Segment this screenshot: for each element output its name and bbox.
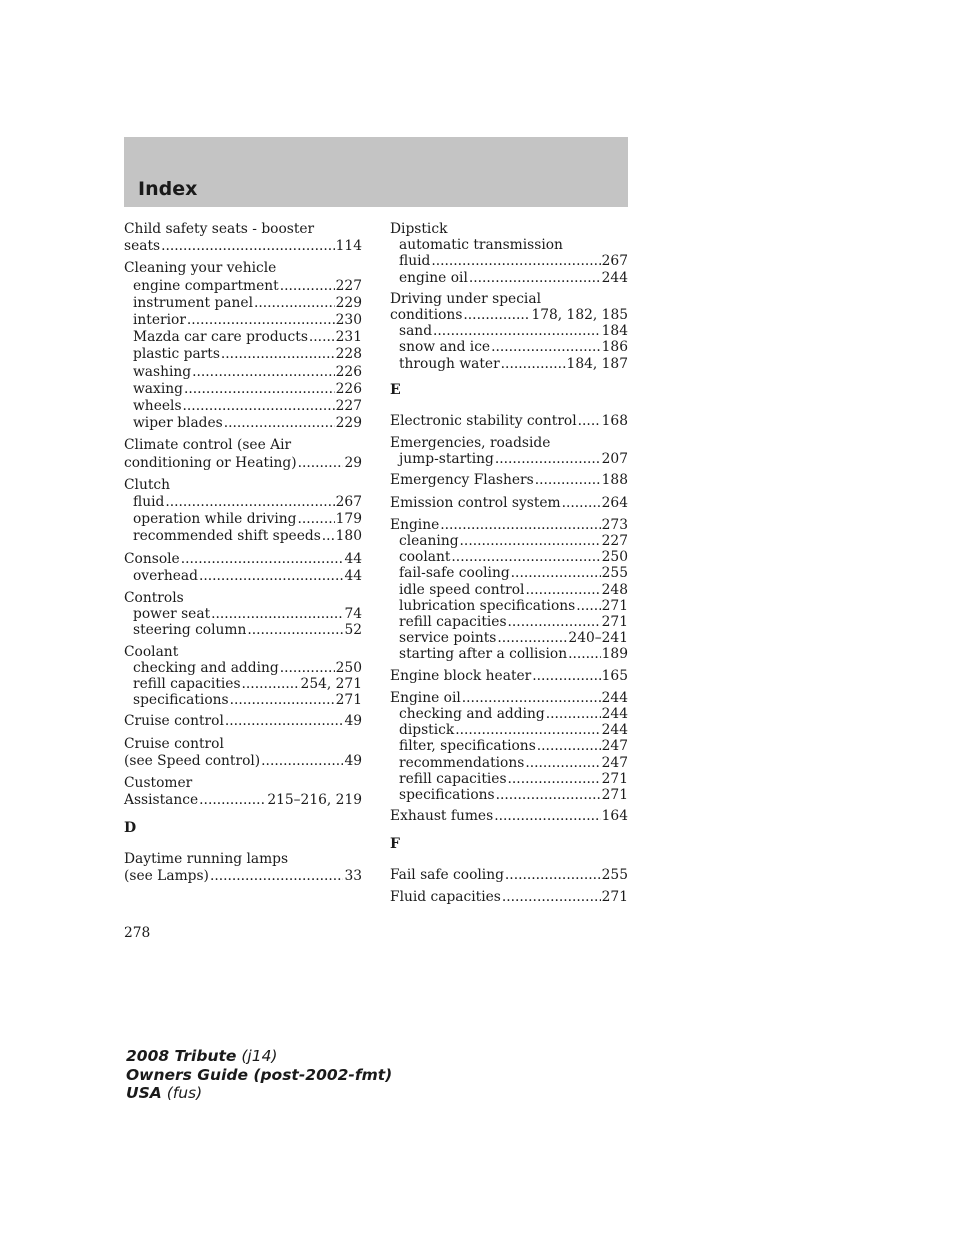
index-term: lubrication specifications <box>399 597 576 614</box>
index-entry-line <box>124 477 362 494</box>
index-term: Fluid capacities <box>390 888 501 905</box>
index-entry-line <box>124 851 362 868</box>
index-entry-line <box>124 868 362 885</box>
index-term: Cruise control <box>124 735 224 752</box>
footer-model-code: (j14) <box>241 1047 278 1065</box>
index-page-ref: 179 <box>335 511 362 528</box>
dot-leader <box>491 339 601 355</box>
index-term: snow and ice <box>399 339 491 356</box>
dot-leader <box>199 792 266 809</box>
dot-leader <box>230 692 335 708</box>
index-entry <box>124 736 362 770</box>
index-entry <box>390 472 628 489</box>
index-entry <box>390 291 628 372</box>
index-page-ref: 230 <box>335 312 362 329</box>
index-subentry-line <box>124 622 362 638</box>
index-page-ref: 215–216, 219 <box>267 792 362 809</box>
footer-guide: Owners Guide (post-2002-fmt) <box>126 1065 393 1084</box>
index-page-ref: 184 <box>601 323 628 340</box>
index-page-ref: 29 <box>344 454 362 471</box>
footer-model: 2008 Tribute <box>126 1047 237 1065</box>
index-page-ref: 165 <box>601 667 628 684</box>
index-term: Mazda car care products <box>133 329 308 346</box>
index-entry <box>390 690 628 803</box>
index-term: recommended shift speeds <box>133 528 321 545</box>
index-subentry-line <box>124 606 362 622</box>
index-term: automatic transmission <box>399 237 563 254</box>
index-entry-line <box>124 221 362 238</box>
footer-line-1 <box>126 1047 392 1066</box>
dot-leader <box>462 690 601 706</box>
index-subentry-line <box>124 364 362 381</box>
index-subentry-line <box>390 549 628 565</box>
index-term: Child safety seats - booster <box>124 221 315 237</box>
dot-leader <box>309 329 335 346</box>
dot-leader <box>578 413 601 430</box>
dot-leader <box>322 528 335 545</box>
index-subentry-line <box>390 787 628 803</box>
dot-leader <box>497 630 567 646</box>
index-entry-line <box>124 590 362 606</box>
index-column-left <box>124 221 362 890</box>
index-entry <box>124 851 362 885</box>
dot-leader <box>511 565 601 581</box>
index-entry <box>390 668 628 685</box>
index-page-ref: 271 <box>335 692 362 709</box>
index-term: Emergency Flashers <box>390 472 534 489</box>
index-entry <box>390 889 628 906</box>
index-entry-line <box>390 808 628 825</box>
dot-leader <box>546 706 601 722</box>
dot-leader <box>568 646 601 662</box>
index-page-ref: 255 <box>601 866 628 883</box>
index-subentry-line <box>390 706 628 722</box>
index-entry-line <box>124 437 362 454</box>
index-subentry-line <box>124 295 362 312</box>
dot-leader <box>532 668 600 685</box>
index-term: specifications <box>399 787 495 804</box>
index-entry <box>390 413 628 430</box>
index-entry <box>124 713 362 730</box>
index-subentry-line <box>390 253 628 269</box>
index-entry-line <box>124 792 362 809</box>
index-term: interior <box>133 312 186 329</box>
index-subentry-line <box>390 533 628 549</box>
index-entry <box>124 437 362 471</box>
index-subentry-line <box>390 356 628 372</box>
index-subentry-line <box>124 676 362 692</box>
index-page-ref: 273 <box>601 516 628 533</box>
dot-leader <box>225 713 344 730</box>
index-term: Clutch <box>124 476 171 493</box>
index-entry <box>390 808 628 825</box>
index-page-ref: 226 <box>335 380 362 397</box>
dot-leader <box>562 495 601 512</box>
dot-leader <box>455 722 600 738</box>
dot-leader <box>221 346 335 363</box>
index-entry-line <box>390 413 628 430</box>
index-column-right <box>390 221 628 911</box>
dot-leader <box>576 598 600 614</box>
index-subentry-line <box>124 494 362 511</box>
index-page-ref: 244 <box>601 269 628 286</box>
index-term: cleaning <box>399 533 459 550</box>
index-subentry-line <box>390 755 628 771</box>
index-term: instrument panel <box>133 294 253 311</box>
index-term: refill capacities <box>133 676 241 693</box>
dot-leader <box>247 622 343 638</box>
index-entry-line <box>390 889 628 906</box>
index-subentry-line <box>390 614 628 630</box>
index-entry-line <box>390 221 628 237</box>
dot-leader <box>535 472 601 489</box>
index-term: refill capacities <box>399 770 507 787</box>
index-page-ref: 271 <box>601 888 628 905</box>
index-term: Electronic stability control <box>390 412 577 429</box>
index-page-ref: 244 <box>601 706 628 723</box>
index-term: Engine oil <box>390 689 461 706</box>
index-term: Emission control system <box>390 494 561 511</box>
header-band <box>124 137 628 207</box>
index-page-ref: 250 <box>601 549 628 566</box>
index-entry <box>390 867 628 884</box>
dot-leader <box>505 867 601 884</box>
dot-leader <box>181 551 344 568</box>
index-page-ref: 247 <box>601 754 628 771</box>
index-page-ref: 49 <box>344 752 362 769</box>
index-letter-heading: E <box>390 381 401 398</box>
footer-market-code: (fus) <box>166 1084 203 1102</box>
index-page-ref: 271 <box>601 597 628 614</box>
index-subentry-line <box>390 323 628 339</box>
index-entry-line <box>124 455 362 472</box>
index-term: overhead <box>133 567 198 584</box>
index-entry <box>124 775 362 809</box>
index-term: idle speed control <box>399 581 525 598</box>
index-entry <box>124 551 362 585</box>
index-entry-line <box>124 551 362 568</box>
index-subentry-line <box>124 692 362 708</box>
index-term: Daytime running lamps <box>124 850 289 867</box>
footer-market: USA <box>126 1084 162 1102</box>
index-term: sand <box>399 323 433 340</box>
index-page-ref: 178, 182, 185 <box>531 307 628 324</box>
index-term: Dipstick <box>390 221 448 237</box>
index-page-ref: 240–241 <box>568 630 628 647</box>
index-entry-line <box>124 644 362 660</box>
index-term: Climate control (see Air <box>124 437 292 454</box>
index-term: Exhaust fumes <box>390 808 494 825</box>
dot-leader <box>298 511 335 528</box>
index-term: steering column <box>133 622 247 639</box>
index-entry-line <box>390 668 628 685</box>
index-entry-line <box>124 775 362 792</box>
index-term: specifications <box>133 692 229 709</box>
index-page-ref: 247 <box>601 738 628 755</box>
index-subentry-line <box>124 568 362 585</box>
dot-leader <box>451 549 600 565</box>
index-entry <box>124 477 362 546</box>
dot-leader <box>210 868 343 885</box>
index-page-ref: 267 <box>335 494 362 511</box>
index-entry <box>124 221 362 255</box>
index-page-ref: 227 <box>335 398 362 415</box>
index-page-ref: 189 <box>601 646 628 663</box>
index-page-ref: 180 <box>335 528 362 545</box>
footer-line-3 <box>126 1084 392 1103</box>
index-entry-line <box>390 495 628 512</box>
index-term: refill capacities <box>399 614 507 631</box>
index-page-ref: 188 <box>601 472 628 489</box>
index-subentry-line <box>390 598 628 614</box>
dot-leader <box>280 660 335 676</box>
index-subentry-line <box>124 398 362 415</box>
index-term: operation while driving <box>133 511 297 528</box>
index-term: checking and adding <box>133 659 279 676</box>
index-page-ref: 227 <box>335 277 362 294</box>
index-entry-line <box>390 517 628 533</box>
index-entry-line <box>124 238 362 255</box>
index-subentry-line <box>390 722 628 738</box>
index-entry-line <box>124 753 362 770</box>
dot-leader <box>469 270 601 286</box>
dot-leader <box>211 606 343 622</box>
index-term: waxing <box>133 380 183 397</box>
index-page-ref: 229 <box>335 294 362 311</box>
dot-leader <box>501 356 566 372</box>
dot-leader <box>494 808 600 825</box>
dot-leader <box>495 451 601 467</box>
dot-leader <box>508 614 601 630</box>
dot-leader <box>199 568 343 585</box>
dot-leader <box>431 253 600 269</box>
index-entry-line <box>390 690 628 706</box>
dot-leader <box>161 238 335 255</box>
index-page-ref: 226 <box>335 363 362 380</box>
index-subentry-line <box>390 339 628 355</box>
index-page-ref: 228 <box>335 346 362 363</box>
index-entry <box>124 590 362 639</box>
index-entry <box>390 435 628 467</box>
index-page-ref: 250 <box>335 659 362 676</box>
index-subentry-line <box>124 415 362 432</box>
index-page-ref: 44 <box>344 567 362 584</box>
index-term: Cruise control <box>124 713 224 730</box>
index-subentry-line <box>390 451 628 467</box>
dot-leader <box>525 582 600 598</box>
index-term: Console <box>124 550 180 567</box>
index-term: (see Lamps) <box>124 867 209 884</box>
dot-leader <box>242 676 300 692</box>
index-term: fail-safe cooling <box>399 565 510 582</box>
dot-leader <box>502 889 601 906</box>
page-number: 278 <box>124 925 151 941</box>
dot-leader <box>298 455 344 472</box>
index-entry-line <box>390 307 628 323</box>
index-page-ref: 184, 187 <box>566 355 628 372</box>
index-page-ref: 264 <box>601 494 628 511</box>
index-term: washing <box>133 363 192 380</box>
index-term: dipstick <box>399 722 455 739</box>
dot-leader <box>187 312 335 329</box>
index-term: engine oil <box>399 269 468 286</box>
index-term: Coolant <box>124 643 179 660</box>
index-subentry-line <box>124 528 362 545</box>
index-entry <box>124 644 362 709</box>
index-term: through water <box>399 355 500 372</box>
index-page-ref: 74 <box>344 606 362 623</box>
document-footer <box>126 1047 392 1103</box>
index-page-ref: 231 <box>335 329 362 346</box>
index-page-ref: 271 <box>601 614 628 631</box>
index-term: fluid <box>399 253 431 270</box>
index-page-ref: 49 <box>344 713 362 730</box>
index-term: starting after a collision <box>399 646 568 663</box>
index-page-ref: 168 <box>601 412 628 429</box>
index-term: plastic parts <box>133 346 220 363</box>
index-term: Fail safe cooling <box>390 866 504 883</box>
index-subentry-line <box>124 511 362 528</box>
index-entry <box>390 495 628 512</box>
index-page-ref: 186 <box>601 339 628 356</box>
index-term: Customer <box>124 775 193 792</box>
index-term: engine compartment <box>133 277 279 294</box>
index-term: Cleaning your vehicle <box>124 260 277 277</box>
index-term: jump-starting <box>399 451 494 468</box>
index-term: fluid <box>133 494 165 511</box>
index-subentry-line <box>390 565 628 581</box>
dot-leader <box>525 755 600 771</box>
index-page-ref: 207 <box>601 451 628 468</box>
index-subentry-line <box>124 329 362 346</box>
index-term: Engine block heater <box>390 667 532 684</box>
index-term: service points <box>399 630 497 647</box>
dot-leader <box>165 494 334 511</box>
index-term: Assistance <box>124 792 199 809</box>
index-term: wheels <box>133 398 182 415</box>
index-page-ref: 44 <box>344 550 362 567</box>
index-term: (see Speed control) <box>124 752 261 769</box>
index-subentry-line <box>390 738 628 754</box>
index-subentry-line <box>390 237 628 253</box>
index-term: filter, specifications <box>399 738 536 755</box>
index-letter-heading: F <box>390 835 400 852</box>
dot-leader <box>224 415 335 432</box>
index-entry <box>390 221 628 286</box>
index-entry-line <box>390 867 628 884</box>
index-term: Emergencies, roadside <box>390 435 551 452</box>
index-subentry-line <box>390 270 628 286</box>
dot-leader <box>508 771 601 787</box>
index-entry-line <box>390 291 628 307</box>
dot-leader <box>261 753 343 770</box>
dot-leader <box>496 787 601 803</box>
index-page-ref: 33 <box>344 867 362 884</box>
index-entry-line <box>124 736 362 753</box>
index-page-ref: 267 <box>601 253 628 270</box>
index-term: seats <box>124 238 161 255</box>
index-subentry-line <box>124 660 362 676</box>
index-term: power seat <box>133 606 211 623</box>
index-term: conditions <box>390 307 463 324</box>
dot-leader <box>192 364 335 381</box>
index-entry <box>390 517 628 663</box>
index-term: checking and adding <box>399 706 545 723</box>
index-subentry-line <box>390 771 628 787</box>
index-entry-line <box>124 260 362 277</box>
index-page-ref: 271 <box>601 787 628 804</box>
index-subentry-line <box>390 582 628 598</box>
index-page-ref: 248 <box>601 581 628 598</box>
dot-leader <box>433 323 601 339</box>
dot-leader <box>440 517 600 533</box>
dot-leader <box>537 738 601 754</box>
footer-line-2 <box>126 1066 392 1085</box>
index-term: Driving under special <box>390 290 541 307</box>
index-term: Engine <box>390 516 440 533</box>
index-subentry-line <box>124 381 362 398</box>
index-page-ref: 255 <box>601 565 628 582</box>
index-subentry-line <box>124 346 362 363</box>
index-subentry-line <box>390 646 628 662</box>
index-page-ref: 244 <box>601 689 628 706</box>
index-term: conditioning or Heating) <box>124 454 297 471</box>
index-entry-line <box>390 435 628 451</box>
index-page-ref: 229 <box>335 415 362 432</box>
index-page-ref: 114 <box>335 238 362 255</box>
index-term: Controls <box>124 590 184 607</box>
index-subentry-line <box>124 312 362 329</box>
index-page-ref: 254, 271 <box>300 676 362 693</box>
index-term: coolant <box>399 549 451 566</box>
dot-leader <box>463 307 530 323</box>
index-term: wiper blades <box>133 415 223 432</box>
dot-leader <box>254 295 335 312</box>
index-page-ref: 244 <box>601 722 628 739</box>
page-title: Index <box>138 178 198 200</box>
index-letter-heading: D <box>124 819 137 836</box>
index-page-ref: 164 <box>601 808 628 825</box>
dot-leader <box>280 278 335 295</box>
index-entry <box>124 260 362 432</box>
index-page-ref: 227 <box>601 533 628 550</box>
index-entry-line <box>124 713 362 730</box>
index-subentry-line <box>124 278 362 295</box>
index-page-ref: 271 <box>601 770 628 787</box>
index-entry-line <box>390 472 628 489</box>
index-subentry-line <box>390 630 628 646</box>
index-term: recommendations <box>399 754 525 771</box>
index-page-ref: 52 <box>344 622 362 639</box>
dot-leader <box>184 381 335 398</box>
dot-leader <box>183 398 335 415</box>
dot-leader <box>460 533 601 549</box>
